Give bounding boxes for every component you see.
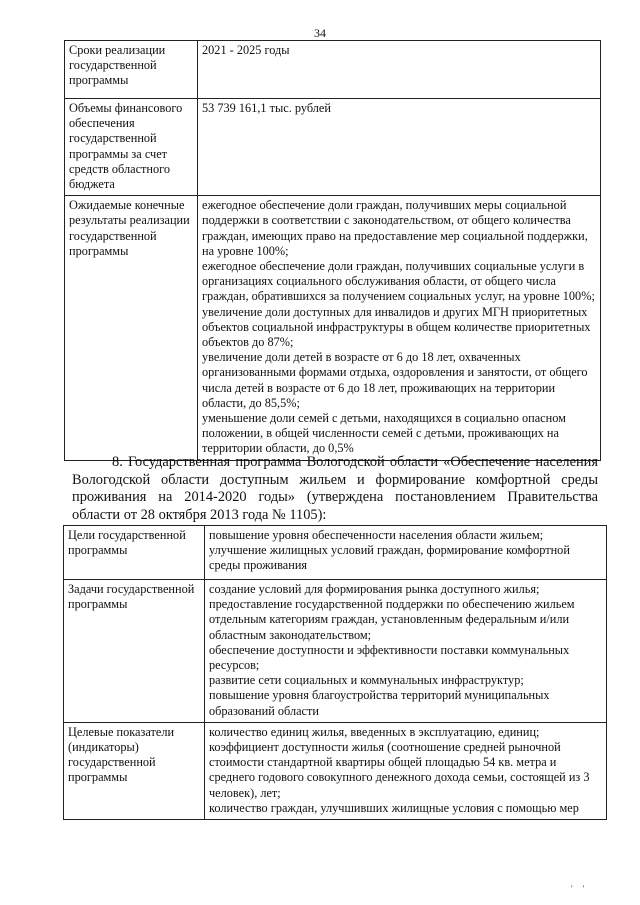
row-label: Сроки реализации государственной программы — [65, 41, 198, 99]
row-content — [198, 99, 601, 196]
content-line: ежегодное обеспечение доли граждан, получивших социальные услуги в организациях социального обслуживания области, от общего числа граждан, обратившихся за получением социальных услуг, на уровне 100%; — [202, 259, 595, 304]
content-line: предоставление государственной поддержки по обеспечению жильем отдельным категориям граждан, установленным федеральным и/или областным законодательством; — [209, 597, 575, 642]
content-line: повышение уровня благоустройства территорий муниципальных образований области — [209, 688, 550, 718]
content-line: увеличение доли детей в возрасте от 6 до 18 лет, охваченных организованными формами отдыха, оздоровления и занятости, от общего числа детей в возрасте от 6 до 18 лет, проживающих на территории области, до 85,5%; — [202, 350, 588, 410]
content-line: повышение уровня обеспеченности населения области жильем; — [209, 528, 544, 542]
row-label: Целевые показатели (индикаторы) государственной программы — [64, 722, 205, 819]
table-row — [64, 526, 607, 580]
content-line: обеспечение доступности и эффективности поставки коммунальных ресурсов; — [209, 642, 570, 673]
content-line: увеличение доли доступных для инвалидов и других МГН приоритетных объектов социальной инфраструктуры в общем количестве приоритетных объектов до 87%; — [202, 304, 591, 350]
content-line: коэффициент доступности жилья (соотношение средней рыночной стоимости стандартной квартиры общей площадью 54 кв. метра и среднего годового совокупного денежного дохода семьи, состоящей из 3 человек), лет; — [209, 740, 590, 800]
corner-marks: ' ' — [571, 884, 588, 893]
page-number: 34 — [314, 26, 326, 40]
content-line: улучшение жилищных условий граждан, формирование комфортной среды проживания — [209, 543, 570, 573]
row-content — [205, 580, 607, 723]
content-line: 53 739 161,1 тыс. рублей — [202, 101, 331, 115]
program-passport-table-2 — [63, 525, 607, 820]
table-row — [65, 196, 601, 460]
row-label: Объемы финансового обеспечения государственной программы за счет средств областного бюджета — [65, 99, 198, 196]
program-passport-table-1 — [64, 40, 601, 461]
row-label: Цели государственной программы — [64, 526, 205, 580]
row-content — [198, 41, 601, 99]
table-row — [64, 722, 607, 819]
row-content — [205, 526, 607, 580]
content-line: 2021 - 2025 годы — [202, 43, 290, 57]
content-line: развитие сети социальных и коммунальных инфраструктур; — [209, 673, 524, 688]
content-line: уменьшение доли семей с детьми, находящихся в социально опасном положении, в общей численности семей с детьми, проживающих на территории области, до 0,5% — [202, 411, 566, 456]
table-row — [65, 41, 601, 99]
table-row — [65, 99, 601, 196]
content-line: количество единиц жилья, введенных в эксплуатацию, единиц; — [209, 724, 540, 739]
section-heading: 8. Государственная программа Вологодской области «Обеспечение населения Вологодской области доступным жильем и формирование комфортной среды проживания на 2014-2020 годы» (утверждена постановлением Правительства области от 28 октября 2013 года № 1105): — [72, 454, 598, 523]
row-label: Задачи государственной программы — [64, 580, 205, 723]
row-content — [198, 196, 601, 460]
table-row — [64, 580, 607, 723]
row-label: Ожидаемые конечные результаты реализации государственной программы — [65, 196, 198, 460]
content-line: создание условий для формирования рынка доступного жилья; — [209, 582, 540, 596]
row-content — [205, 722, 607, 819]
content-line: количество граждан, улучшивших жилищные условия с помощью мер — [209, 800, 579, 815]
content-line: ежегодное обеспечение доли граждан, получивших меры социальной поддержки в соответствии с законодательством, от общего количества граждан, имеющих право на предоставление мер социальной поддержки, на уровне 100%; — [202, 198, 588, 258]
